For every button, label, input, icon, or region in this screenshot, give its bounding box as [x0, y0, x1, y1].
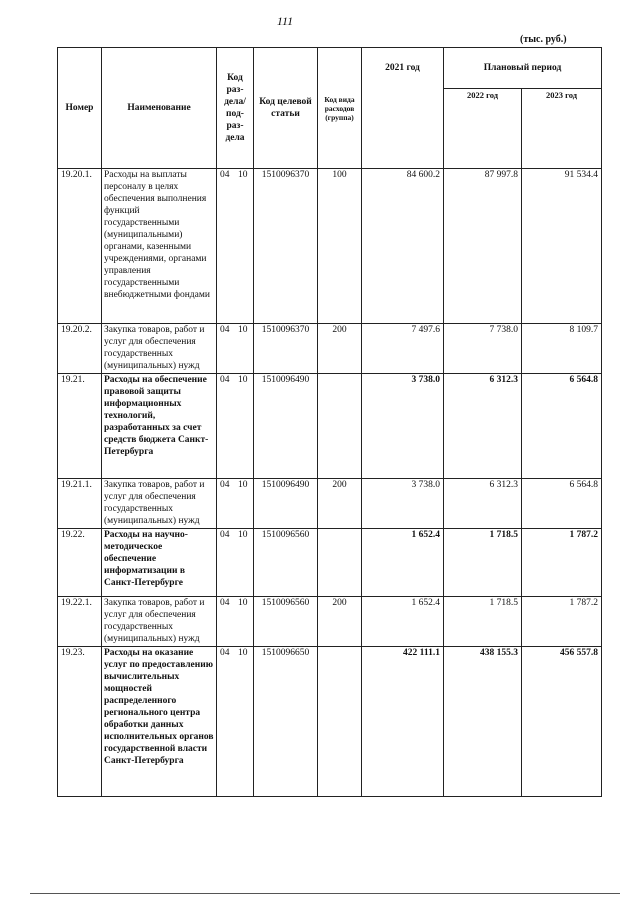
row-value-2023: 1 787.2 [522, 597, 602, 647]
table-row [58, 479, 602, 529]
header-target-code: Код целевой статьи [254, 48, 318, 169]
row-section-code: 04 [217, 529, 233, 597]
row-value-2022: 87 997.8 [444, 169, 522, 324]
header-section-code: Код раз-дела/ под-раз-дела [217, 48, 254, 169]
row-expense-group: 200 [318, 597, 362, 647]
row-value-2023: 6 564.8 [522, 374, 602, 479]
table-row [58, 374, 602, 479]
row-number: 19.21. [58, 374, 102, 479]
row-subsection-code: 10 [233, 169, 254, 324]
row-section-code: 04 [217, 647, 233, 797]
row-target-code: 1510096650 [254, 647, 318, 797]
row-expense-group: 200 [318, 324, 362, 374]
row-expense-group [318, 374, 362, 479]
row-section-code: 04 [217, 479, 233, 529]
row-number: 19.22.1. [58, 597, 102, 647]
table-row [58, 647, 602, 797]
row-target-code: 1510096560 [254, 529, 318, 597]
row-number: 19.23. [58, 647, 102, 797]
header-2023: 2023 год [522, 88, 602, 168]
table-row [58, 597, 602, 647]
row-value-2023: 8 109.7 [522, 324, 602, 374]
header-2021: 2021 год [362, 48, 444, 169]
page-number: 111 [276, 14, 294, 28]
row-name: Закупка товаров, работ и услуг для обеспечения государственных (муниципальных) нужд [102, 597, 217, 647]
header-number: Номер [58, 48, 102, 169]
row-subsection-code: 10 [233, 647, 254, 797]
row-expense-group [318, 529, 362, 597]
row-value-2023: 1 787.2 [522, 529, 602, 597]
row-value-2022: 438 155.3 [444, 647, 522, 797]
row-value-2022: 6 312.3 [444, 479, 522, 529]
row-name: Расходы на оказание услуг по предоставлению вычислительных мощностей распределенного регионального центра обработки данных исполнительных органов государственной власти Санкт-Петербурга [102, 647, 217, 797]
header-expense-group: Код вида расходов (группа) [318, 48, 362, 169]
row-target-code: 1510096490 [254, 374, 318, 479]
row-section-code: 04 [217, 324, 233, 374]
row-subsection-code: 10 [233, 374, 254, 479]
header-2022: 2022 год [444, 88, 522, 168]
row-subsection-code: 10 [233, 529, 254, 597]
row-value-2021: 84 600.2 [362, 169, 444, 324]
row-number: 19.22. [58, 529, 102, 597]
budget-table [57, 47, 602, 797]
row-name: Закупка товаров, работ и услуг для обеспечения государственных (муниципальных) нужд [102, 479, 217, 529]
row-target-code: 1510096490 [254, 479, 318, 529]
row-expense-group: 200 [318, 479, 362, 529]
row-value-2023: 6 564.8 [522, 479, 602, 529]
table-row [58, 324, 602, 374]
row-value-2021: 1 652.4 [362, 597, 444, 647]
row-value-2023: 91 534.4 [522, 169, 602, 324]
row-value-2021: 1 652.4 [362, 529, 444, 597]
header-plan-period: Плановый период [444, 48, 602, 89]
row-target-code: 1510096560 [254, 597, 318, 647]
row-subsection-code: 10 [233, 597, 254, 647]
row-value-2021: 7 497.6 [362, 324, 444, 374]
row-subsection-code: 10 [233, 324, 254, 374]
table-row [58, 529, 602, 597]
row-section-code: 04 [217, 169, 233, 324]
row-number: 19.20.2. [58, 324, 102, 374]
row-name: Расходы на выплаты персоналу в целях обеспечения выполнения функций государственными (муниципальными) органами, казенными учреждениями, органами управления государственными внебюджетными фондами [102, 169, 217, 324]
row-value-2021: 422 111.1 [362, 647, 444, 797]
row-name: Расходы на научно-методическое обеспечение информатизации в Санкт-Петербурге [102, 529, 217, 597]
row-name: Закупка товаров, работ и услуг для обеспечения государственных (муниципальных) нужд [102, 324, 217, 374]
units-label: (тыс. руб.) [520, 34, 567, 45]
row-section-code: 04 [217, 597, 233, 647]
row-target-code: 1510096370 [254, 169, 318, 324]
row-target-code: 1510096370 [254, 324, 318, 374]
table-row [58, 169, 602, 324]
row-value-2022: 6 312.3 [444, 374, 522, 479]
row-subsection-code: 10 [233, 479, 254, 529]
row-number: 19.20.1. [58, 169, 102, 324]
bottom-rule [30, 893, 620, 894]
row-value-2023: 456 557.8 [522, 647, 602, 797]
row-value-2021: 3 738.0 [362, 374, 444, 479]
row-value-2022: 7 738.0 [444, 324, 522, 374]
row-expense-group: 100 [318, 169, 362, 324]
header-name: Наименование [102, 48, 217, 169]
row-value-2022: 1 718.5 [444, 529, 522, 597]
row-number: 19.21.1. [58, 479, 102, 529]
row-name: Расходы на обеспечение правовой защиты информационных технологий, разработанных за счет средств бюджета Санкт-Петербурга [102, 374, 217, 479]
row-value-2021: 3 738.0 [362, 479, 444, 529]
row-expense-group [318, 647, 362, 797]
row-value-2022: 1 718.5 [444, 597, 522, 647]
row-section-code: 04 [217, 374, 233, 479]
